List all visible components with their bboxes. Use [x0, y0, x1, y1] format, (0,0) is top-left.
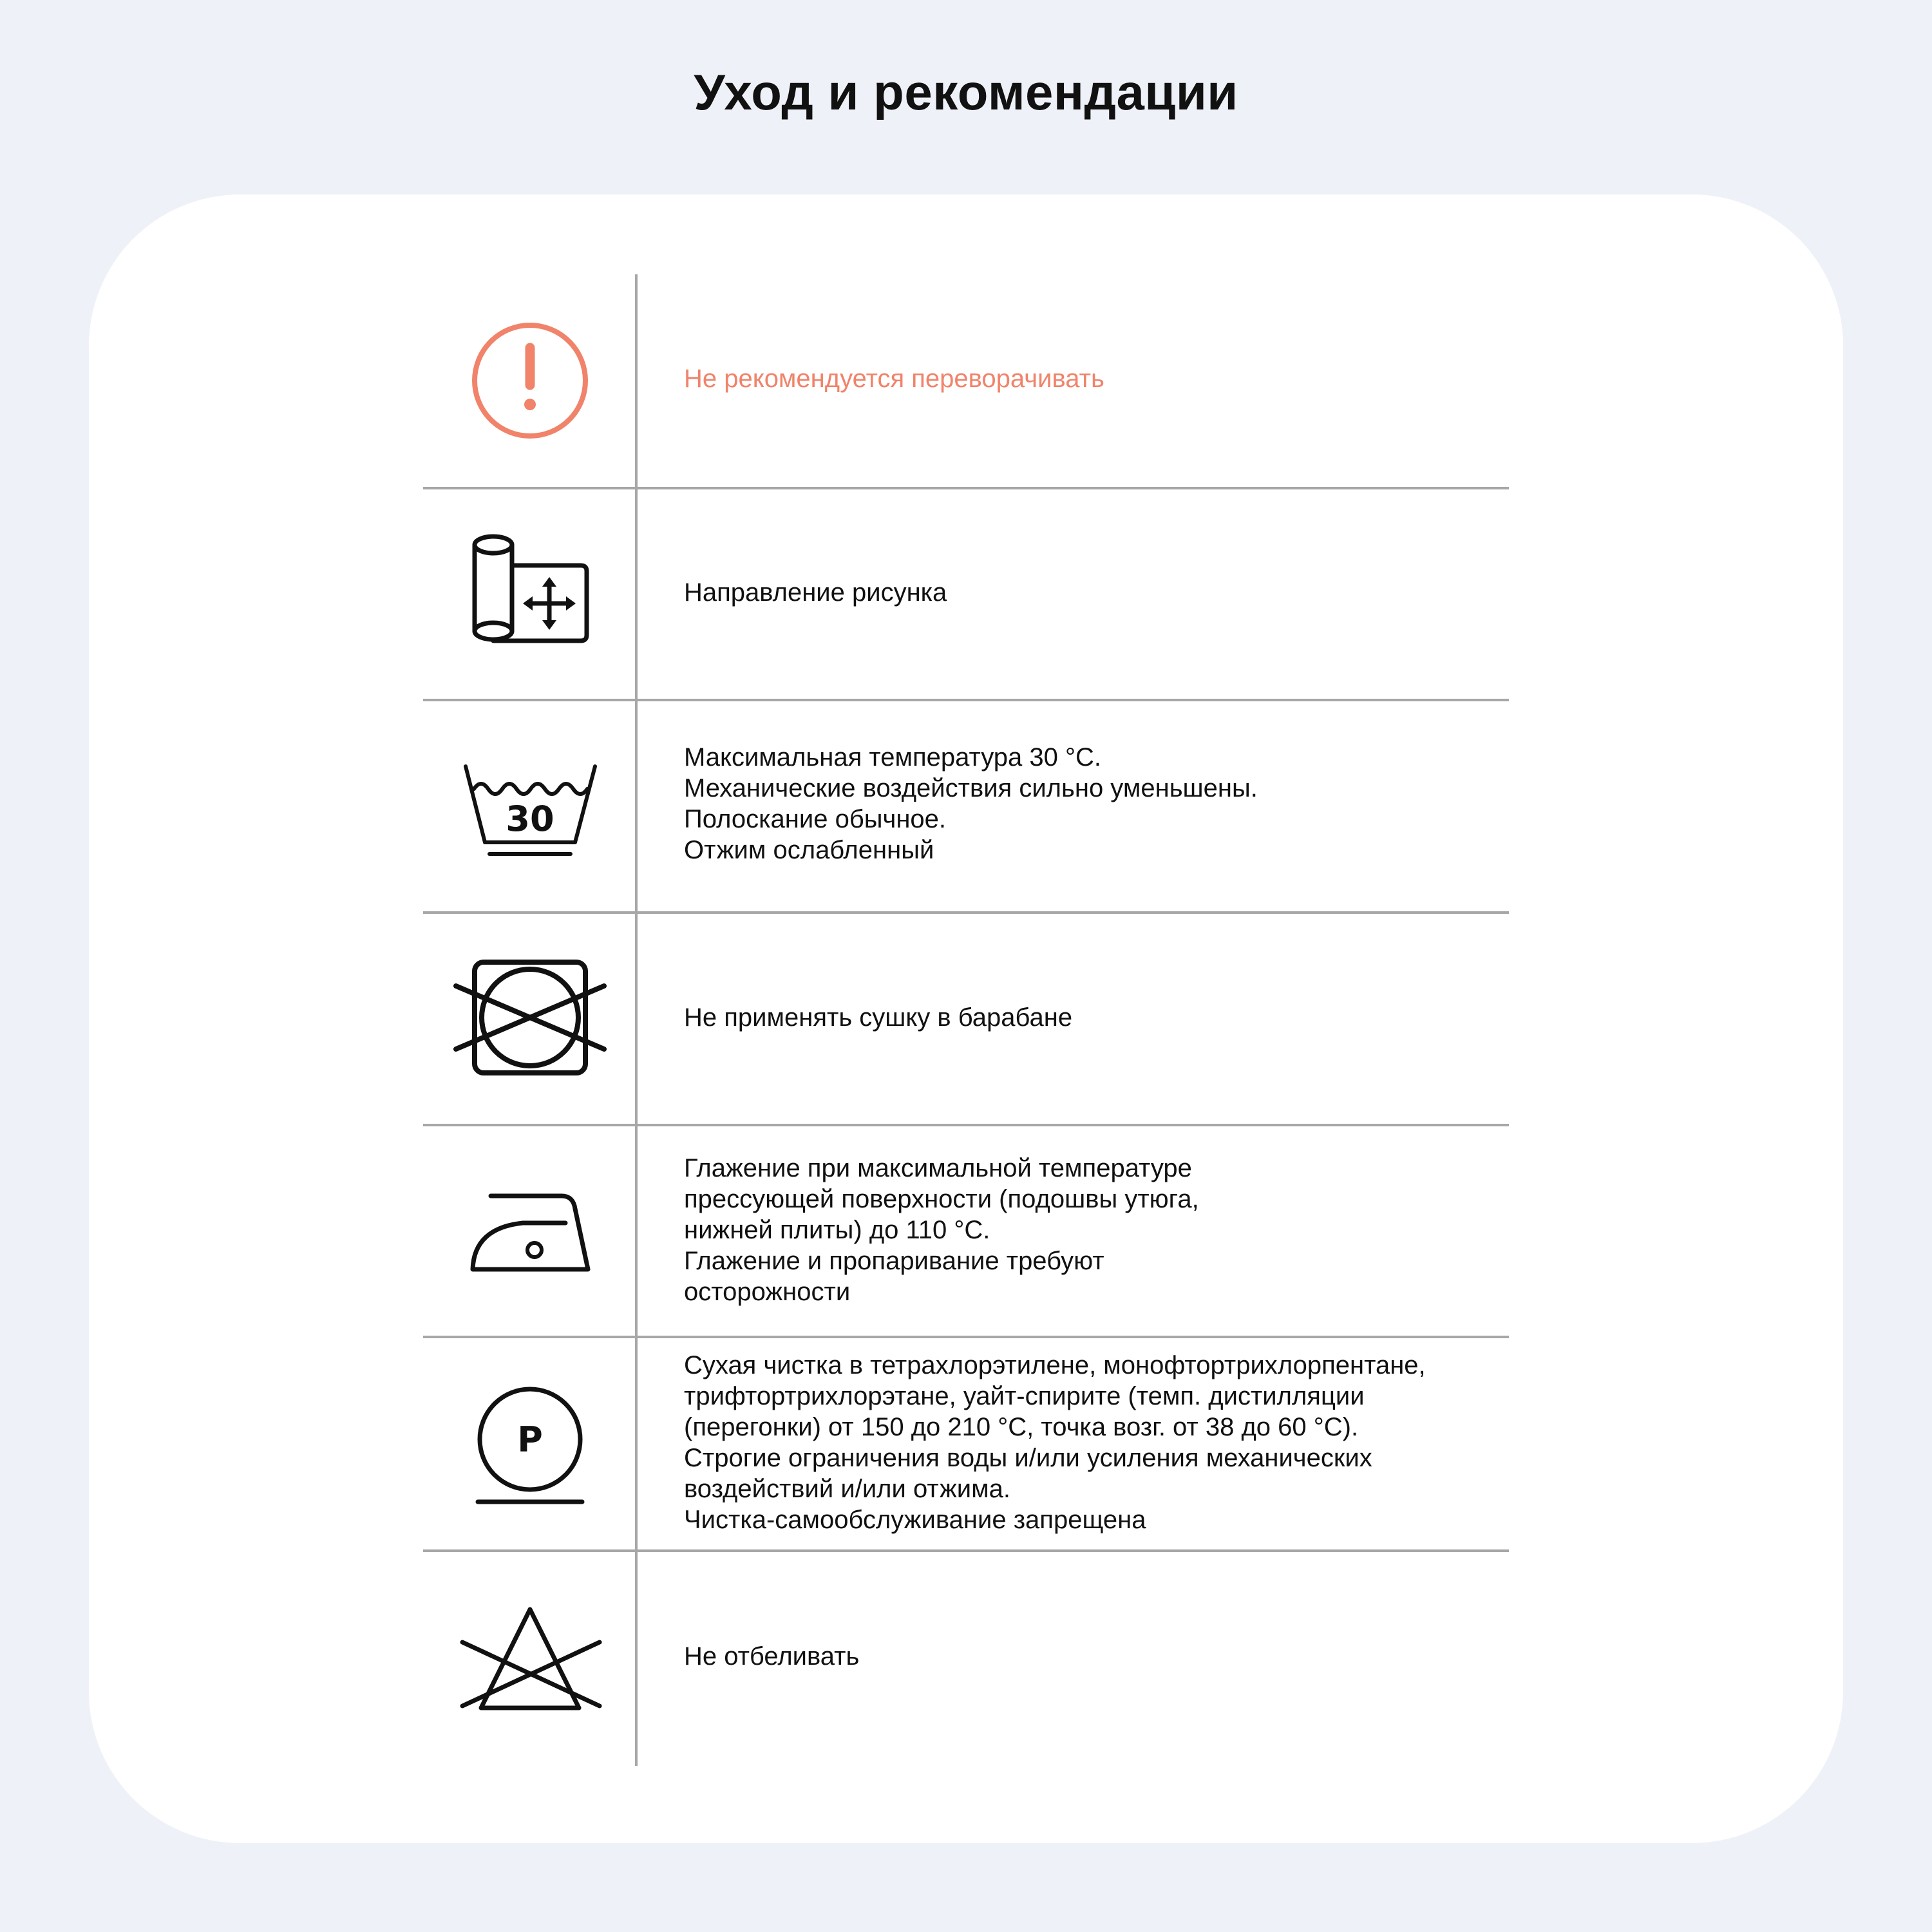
- text-line: Полоскание обычное.: [684, 805, 947, 833]
- care-text-3: [684, 742, 1540, 866]
- care-text-1: [684, 363, 1540, 394]
- text-line: Глажение при максимальной температуре: [684, 1154, 1192, 1182]
- row-divider: [423, 487, 1509, 489]
- text-line: Максимальная температура 30 °С.: [684, 743, 1102, 772]
- text-line: (перегонки) от 150 до 210 °С, точка возг. от 38 до 60 °С).: [684, 1413, 1359, 1441]
- row-divider: [423, 1336, 1509, 1338]
- wash-temperature-label: 30: [506, 799, 554, 839]
- care-text-6: [684, 1350, 1540, 1535]
- no-tumble-dry-icon: [451, 938, 609, 1097]
- text-line: нижней плиты) до 110 °С.: [684, 1216, 990, 1244]
- care-text-5: [684, 1153, 1540, 1307]
- row-divider: [423, 911, 1509, 914]
- care-text-7: [684, 1641, 1540, 1672]
- text-line: Механические воздействия сильно уменьшены.: [684, 774, 1258, 802]
- dry-clean-label: P: [517, 1419, 543, 1460]
- no-bleach-icon: [451, 1577, 609, 1736]
- text-line: Направление рисунка: [684, 578, 947, 607]
- pattern-direction-icon: [451, 514, 609, 672]
- row-divider: [423, 1124, 1509, 1126]
- text-line: Строгие ограничения воды и/или усиления механических: [684, 1444, 1372, 1472]
- care-text-2: [684, 577, 1540, 608]
- text-line: Не рекомендуется переворачивать: [684, 365, 1104, 393]
- dry-clean-p-icon: [451, 1364, 609, 1522]
- row-divider: [423, 699, 1509, 701]
- text-line: Не отбеливать: [684, 1642, 860, 1671]
- text-line: Сухая чистка в тетрахлорэтилене, монофтортрихлорпентане,: [684, 1351, 1426, 1379]
- text-line: Глажение и пропаривание требуют: [684, 1247, 1104, 1275]
- wash-30-icon: [451, 726, 609, 884]
- text-line: осторожности: [684, 1278, 851, 1306]
- text-line: Не применять сушку в барабане: [684, 1003, 1073, 1032]
- care-text-4: [684, 1002, 1540, 1033]
- text-line: воздействий и/или отжима.: [684, 1475, 1010, 1503]
- text-line: трифтортрихлорэтане, уайт-спирите (темп. дистилляции: [684, 1382, 1365, 1410]
- column-divider: [635, 274, 638, 1766]
- iron-low-icon: [451, 1151, 609, 1309]
- row-divider: [423, 1549, 1509, 1552]
- text-line: Чистка-самообслуживание запрещена: [684, 1506, 1146, 1534]
- text-line: прессующей поверхности (подошвы утюга,: [684, 1185, 1199, 1213]
- page-title: Уход и рекомендации: [694, 64, 1238, 120]
- warning-icon: [451, 301, 609, 460]
- text-line: Отжим ослабленный: [684, 836, 934, 864]
